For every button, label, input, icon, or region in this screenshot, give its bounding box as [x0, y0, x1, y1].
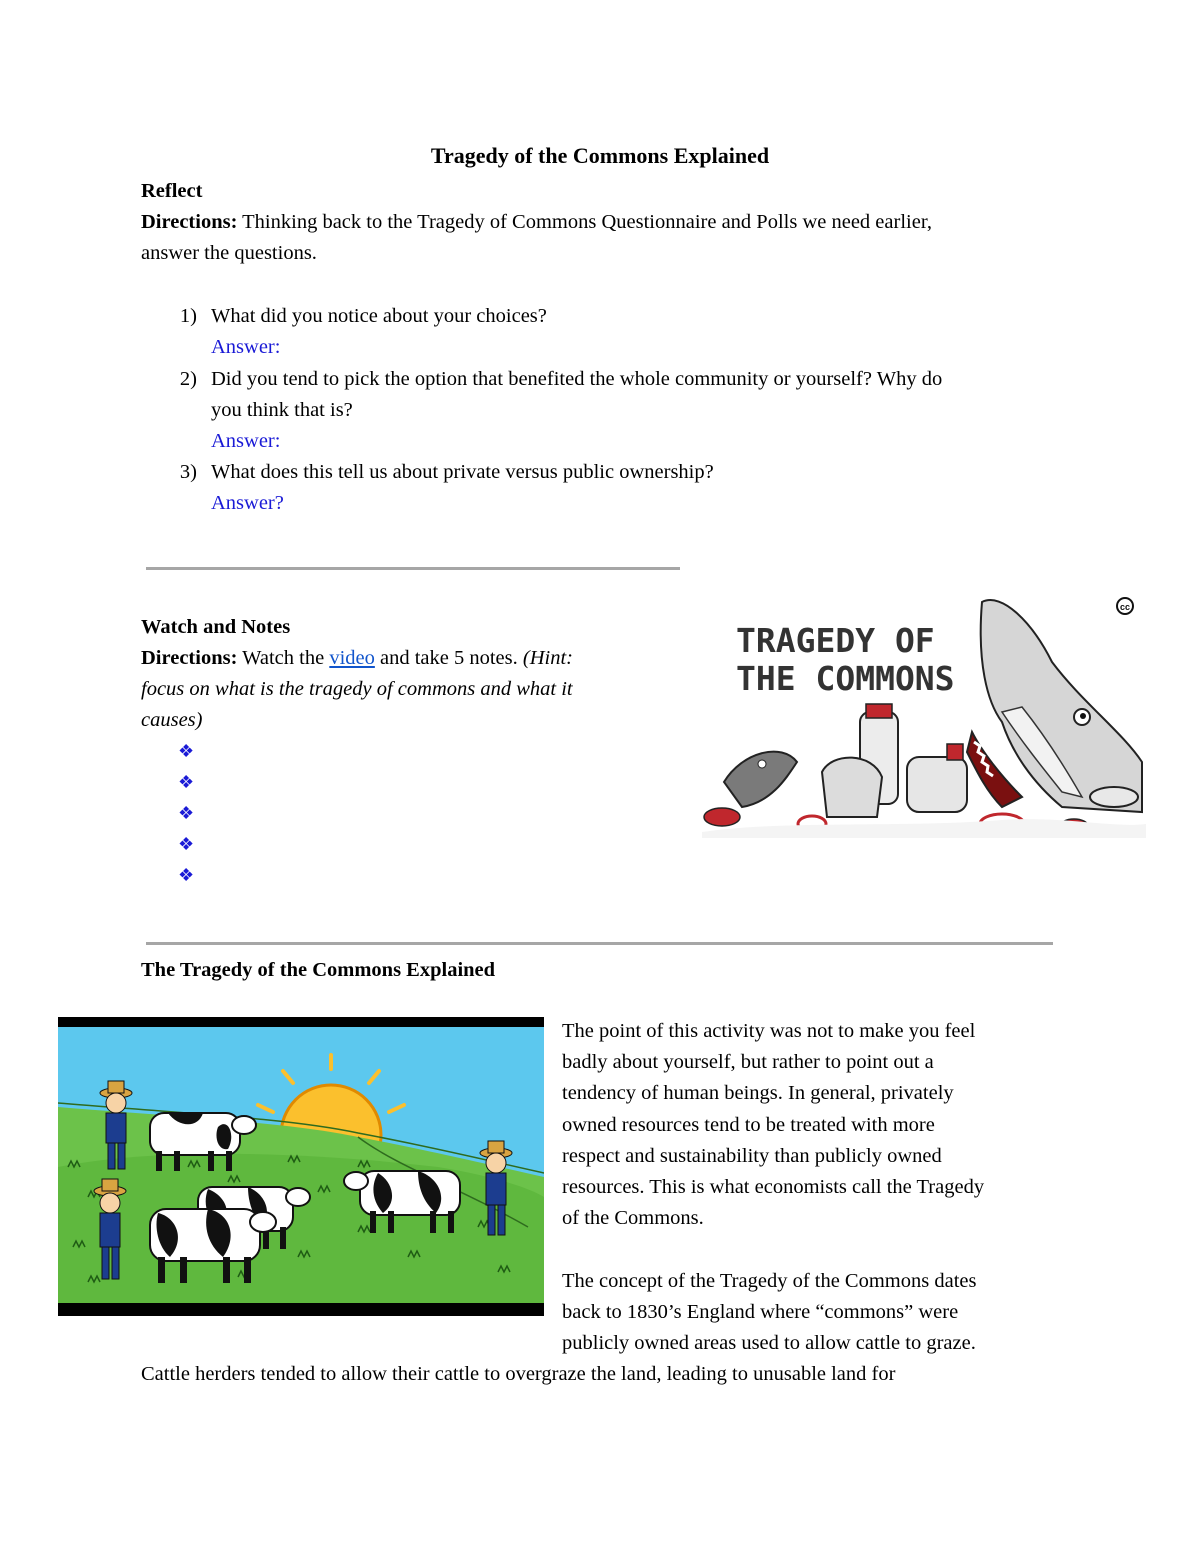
paragraph-line: Cattle herders tended to allow their cattle to overgraze the land, leading to unusable land for [141, 1363, 896, 1385]
answer-field[interactable]: Answer? [211, 492, 284, 514]
explained-heading: The Tragedy of the Commons Explained [141, 959, 496, 981]
note-bullet[interactable]: ❖ [178, 741, 195, 761]
paragraph-line: publicly owned areas used to allow cattle to graze. [562, 1332, 976, 1355]
directions-label: Directions: [141, 211, 238, 233]
question-text: What did you notice about your choices? [211, 305, 547, 327]
image-caption: THE COMMONS [736, 659, 955, 698]
hint-text: (Hint: [522, 647, 573, 669]
paragraph-line: owned resources tend to be treated with more [562, 1113, 935, 1136]
page-title: Tragedy of the Commons Explained [430, 143, 770, 168]
question-number: 3) [179, 461, 197, 483]
note-bullet[interactable]: ❖ [178, 772, 195, 792]
paragraph-line: respect and sustainability than publicly owned [562, 1144, 942, 1167]
note-bullet[interactable]: ❖ [178, 865, 195, 885]
cows-illustration [58, 1017, 544, 1316]
cc-mark: cc [1119, 602, 1131, 612]
paragraph-line: resources. This is what economists call the Tragedy [562, 1176, 985, 1199]
question-text-cont: you think that is? [211, 399, 353, 421]
reflect-heading: Reflect [141, 180, 203, 202]
hint-text: focus on what is the tragedy of commons and what it [141, 678, 573, 700]
question-text: Did you tend to pick the option that benefited the whole community or yourself? Why do [211, 368, 943, 390]
hint-text: causes) [141, 709, 203, 731]
question-number: 1) [179, 305, 197, 327]
answer-field[interactable]: Answer: [211, 430, 281, 452]
watch-heading: Watch and Notes [141, 616, 291, 638]
directions-text: and take 5 notes. [374, 647, 523, 669]
question-text: What does this tell us about private versus public ownership? [211, 461, 714, 483]
question-number: 2) [179, 368, 197, 390]
image-caption: TRAGEDY OF [736, 621, 935, 660]
paragraph-line: The concept of the Tragedy of the Commons dates [562, 1270, 977, 1292]
section-divider [146, 567, 680, 570]
directions-label: Directions: [141, 647, 238, 669]
paragraph-line: back to 1830’s England where “commons” were [562, 1301, 959, 1324]
paragraph-line: The point of this activity was not to make you feel [562, 1020, 976, 1042]
paragraph-line: badly about yourself, but rather to point out a [562, 1051, 934, 1074]
paragraph-line: of the Commons. [562, 1207, 704, 1230]
directions-text: Watch the [237, 647, 330, 669]
note-bullet[interactable]: ❖ [178, 834, 195, 854]
paragraph-line: tendency of human beings. In general, privately [562, 1082, 954, 1105]
section-divider [146, 942, 1053, 945]
reflect-directions [141, 207, 932, 238]
answer-field[interactable]: Answer: [211, 336, 281, 358]
history-paragraph [562, 1266, 976, 1360]
tragedy-commons-image [702, 592, 1146, 838]
note-bullet[interactable]: ❖ [178, 803, 195, 823]
video-link[interactable]: video [329, 647, 375, 669]
watch-directions [141, 643, 573, 674]
explanation-paragraph [562, 1016, 984, 1234]
directions-text-cont: answer the questions. [141, 242, 317, 264]
directions-text: Thinking back to the Tragedy of Commons Questionnaire and Polls we need earlier, [237, 211, 932, 233]
